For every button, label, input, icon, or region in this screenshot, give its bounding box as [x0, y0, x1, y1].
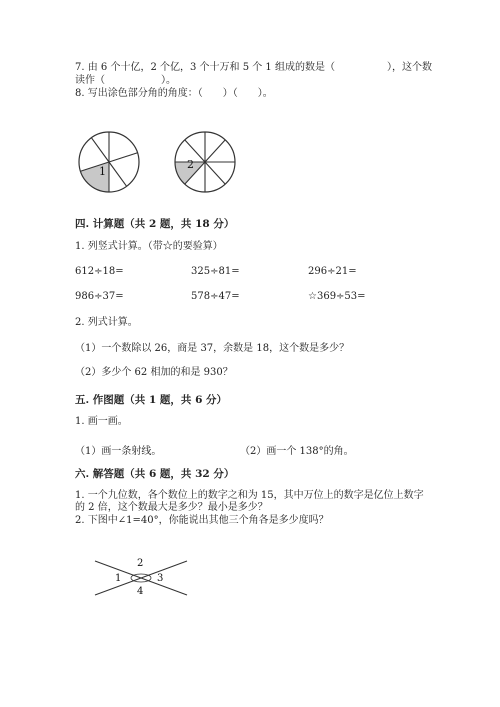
question-7-text-b: ），这个数: [386, 62, 432, 73]
calc-item-1: 612÷18=: [75, 266, 124, 277]
angle-label-1: 1: [115, 573, 122, 584]
question-7-text-a: 7. 由 6 个十亿，2 个亿，3 个十万和 5 个 1 组成的数是（: [75, 62, 335, 73]
figure-1-angle-label: 1: [99, 165, 106, 178]
section-6-q1-line-1: 1. 一个九位数，各个数位上的数字之和为 15，其中万位上的数字是亿位上数字: [75, 490, 424, 501]
section-4-title: 四. 计算题（共 2 题，共 18 分）: [75, 218, 235, 230]
figure-2-angle-label: 2: [187, 158, 194, 171]
question-7-line-1: [75, 62, 432, 74]
calc-item-4: 986÷37=: [75, 291, 124, 302]
question-8-text: 8. 写出涂色部分角的角度：（ ）（ ）。: [75, 88, 273, 99]
section-5-title: 五. 作图题（共 1 题，共 6 分）: [75, 394, 228, 406]
calc-item-2: 325÷81=: [191, 266, 240, 277]
question-7-line-2: [75, 75, 176, 87]
section-4-q1-title: 1. 列竖式计算。（带☆的要验算）: [75, 241, 223, 252]
angle-label-3: 3: [157, 573, 164, 584]
calc-item-3: 296÷21=: [308, 266, 357, 277]
section-6-q1-line-2: 的 2 倍，这个数最大是多少？最小是多少？: [75, 502, 268, 513]
section-5-q1-title: 1. 画一画。: [75, 416, 128, 427]
question-7-text-d: ）。: [161, 75, 176, 86]
section-4-q2-title: 2. 列式计算。: [75, 317, 138, 328]
angle-label-4: 4: [137, 586, 144, 597]
circle-figure-2: [165, 122, 245, 202]
question-7-text-c: 读作（: [75, 75, 105, 86]
section-5-q1-part-2: （2）画一个 138°的角。: [240, 446, 354, 457]
angle-label-2: 2: [137, 558, 144, 569]
calc-item-5: 578÷47=: [191, 291, 240, 302]
calc-item-6: ☆369÷53=: [308, 291, 366, 302]
section-4-q2-part-1: （1）一个数除以 26，商是 37，余数是 18，这个数是多少？: [75, 343, 350, 354]
section-6-title: 六. 解答题（共 6 题，共 32 分）: [75, 468, 235, 480]
intersecting-lines-figure: [93, 555, 203, 600]
section-6-q2-line-1: 2. 下图中∠1=40°，你能说出其他三个角各是多少度吗？: [75, 515, 329, 526]
section-5-q1-part-1: （1）画一条射线。: [75, 446, 162, 457]
section-4-q2-part-2: （2）多少个 62 相加的和是 930？: [75, 367, 233, 378]
circle-figure-1: [69, 122, 149, 202]
